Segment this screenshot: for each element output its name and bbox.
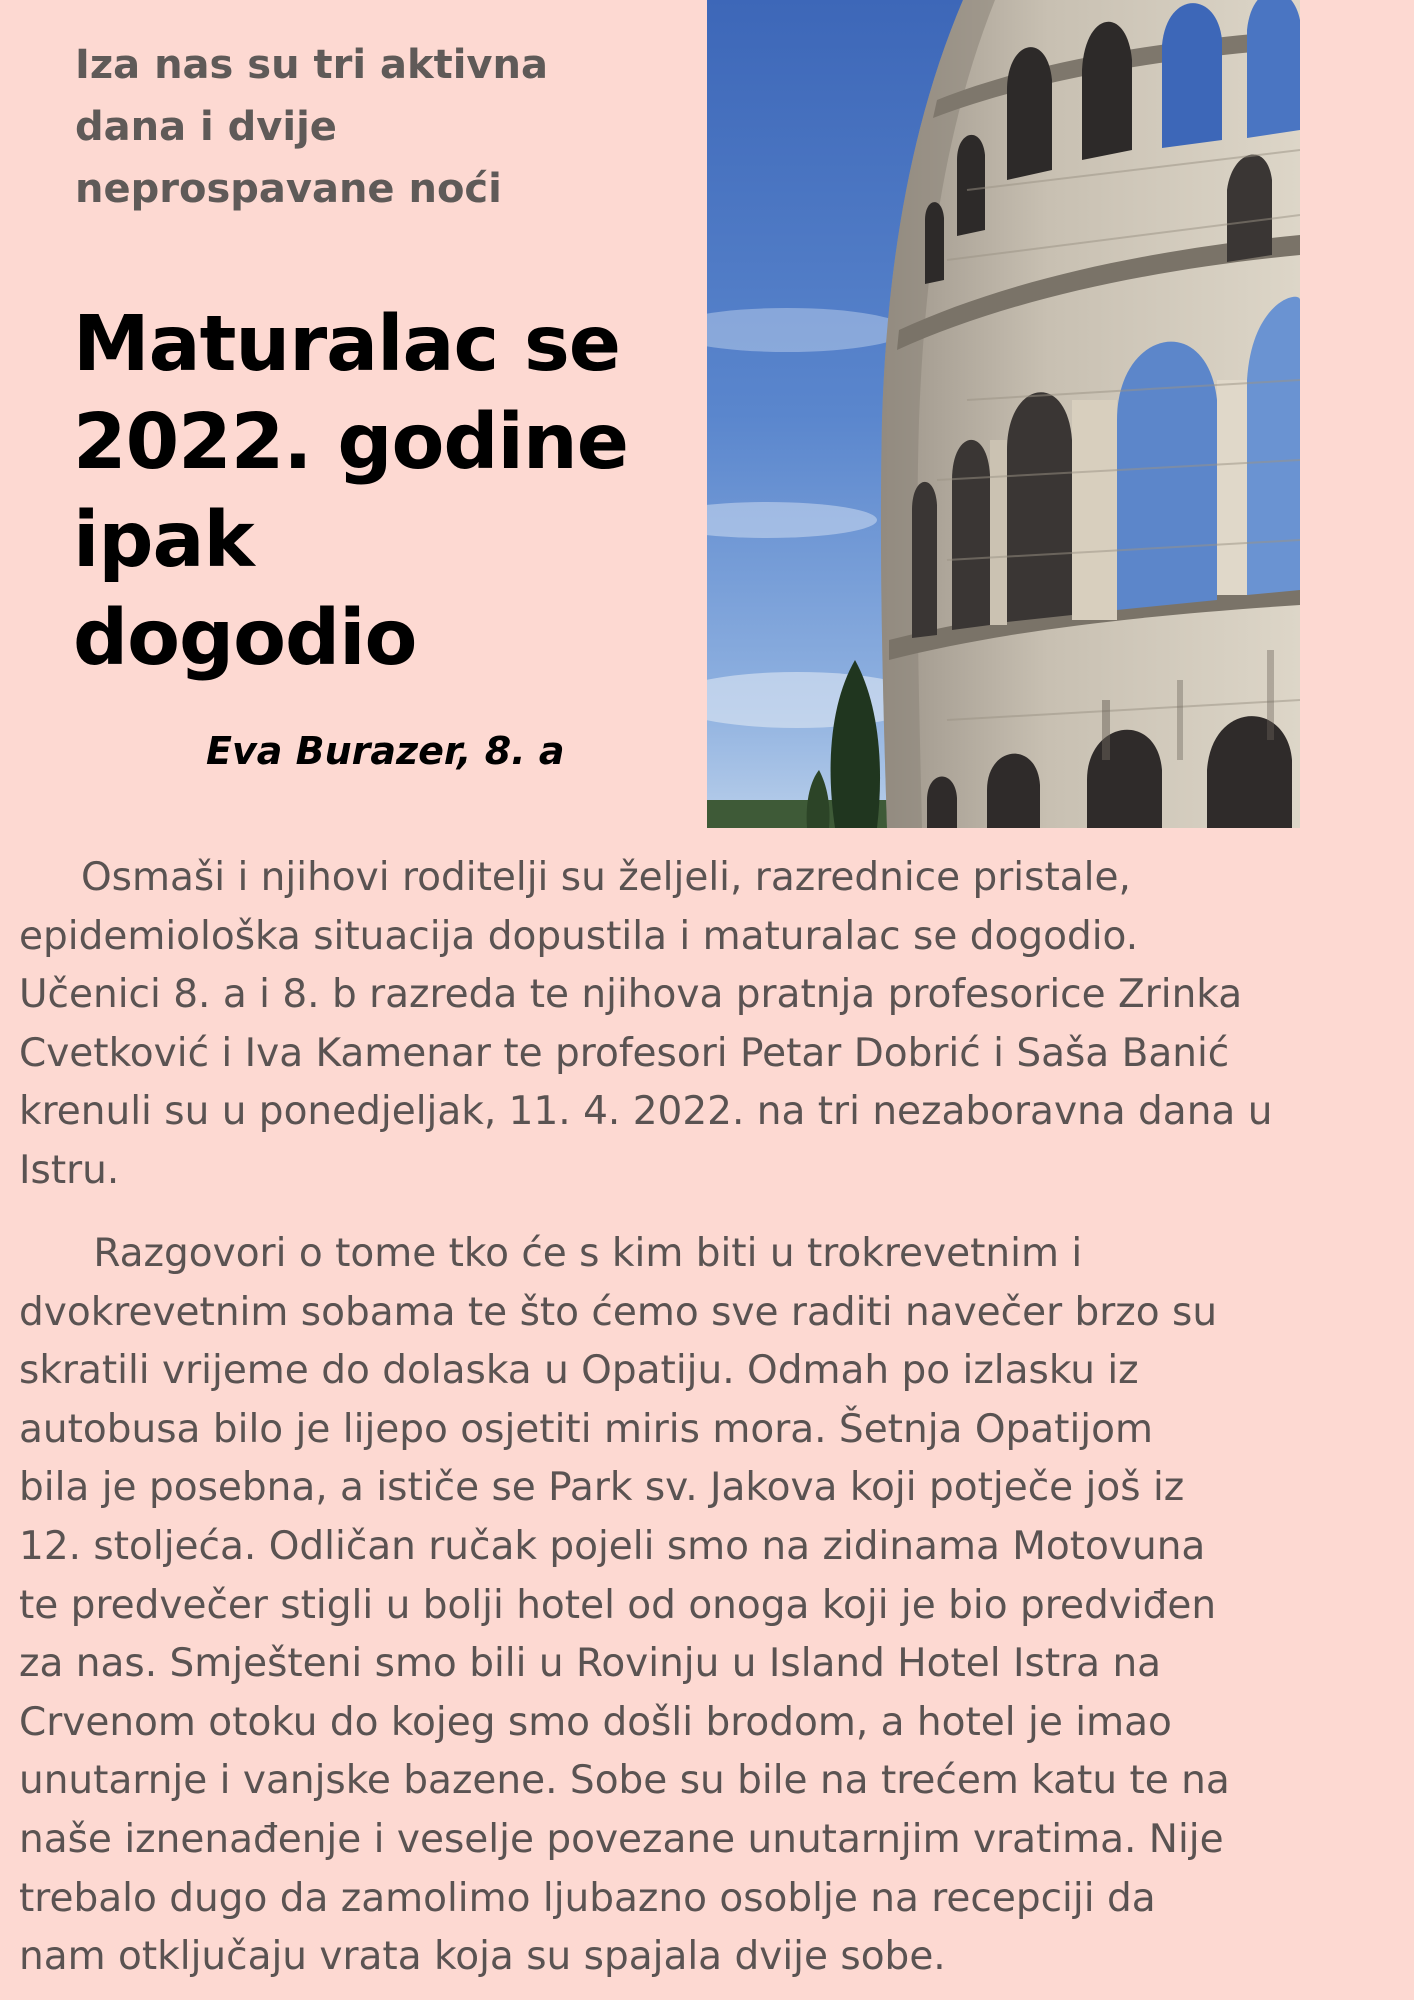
author-byline: Eva Burazer, 8. a bbox=[206, 729, 565, 773]
article-title bbox=[73, 296, 713, 688]
paragraph-1 bbox=[19, 849, 1399, 1201]
subtitle-line: Iza nas su tri aktivna bbox=[75, 42, 548, 88]
paragraph-line: epidemiološka situacija dopustila i maturalac se dogodio. bbox=[19, 913, 1139, 959]
subtitle-line: neprospavane noći bbox=[75, 166, 502, 212]
subtitle-line: dana i dvije bbox=[75, 104, 337, 150]
paragraph-line: trebalo dugo da zamolimo ljubazno osoblje na recepciji da bbox=[19, 1875, 1156, 1921]
paragraph-line: Cvetković i Iva Kamenar te profesori Petar Dobrić i Saša Banić bbox=[19, 1030, 1230, 1076]
paragraph-line: 12. stoljeća. Odličan ručak pojeli smo na zidinama Motovuna bbox=[19, 1523, 1206, 1569]
paragraph-line: Crvenom otoku do kojeg smo došli brodom, a hotel je imao bbox=[19, 1699, 1172, 1745]
paragraph-line: autobusa bilo je lijepo osjetiti miris mora. Šetnja Opatijom bbox=[19, 1406, 1153, 1452]
paragraph-line: skratili vrijeme do dolaska u Opatiju. Odmah po izlasku iz bbox=[19, 1348, 1139, 1394]
paragraph-line: naše iznenađenje i veselje povezane unutarnjim vratima. Nije bbox=[19, 1816, 1224, 1862]
paragraph-line: dvokrevetnim sobama te što ćemo sve raditi navečer brzo su bbox=[19, 1289, 1218, 1335]
paragraph-line: unutarnje i vanjske bazene. Sobe su bile na trećem katu te na bbox=[19, 1758, 1230, 1804]
paragraph-line: Učenici 8. a i 8. b razreda te njihova pratnja profesorice Zrinka bbox=[19, 972, 1243, 1018]
paragraph-line: Razgovori o tome tko će s kim biti u trokrevetnim i bbox=[19, 1231, 1083, 1276]
title-line: dogodio bbox=[73, 594, 417, 683]
arena-photo bbox=[707, 0, 1300, 828]
title-line: 2022. godine bbox=[73, 398, 628, 487]
subtitle bbox=[75, 34, 635, 220]
paragraph-line: te predvečer stigli u bolji hotel od onoga koji je bio predviđen bbox=[19, 1582, 1217, 1628]
title-line: ipak bbox=[73, 496, 254, 585]
paragraph-line: za nas. Smješteni smo bili u Rovinju u Island Hotel Istra na bbox=[19, 1641, 1162, 1687]
paragraph-line: bila je posebna, a ističe se Park sv. Jakova koji potječe još iz bbox=[19, 1465, 1185, 1511]
title-line: Maturalac se bbox=[73, 300, 621, 389]
paragraph-line: krenuli su u ponedjeljak, 11. 4. 2022. na tri nezaboravna dana u bbox=[19, 1089, 1273, 1135]
paragraph-2 bbox=[19, 1225, 1399, 1987]
paragraph-line: Osmaši i njihovi roditelji su željeli, razrednice pristale, bbox=[19, 855, 1131, 900]
paragraph-line: Istru. bbox=[19, 1147, 120, 1193]
paragraph-line: nam otključaju vrata koja su spajala dvije sobe. bbox=[19, 1934, 946, 1980]
arena-photo-icon bbox=[707, 0, 1300, 828]
